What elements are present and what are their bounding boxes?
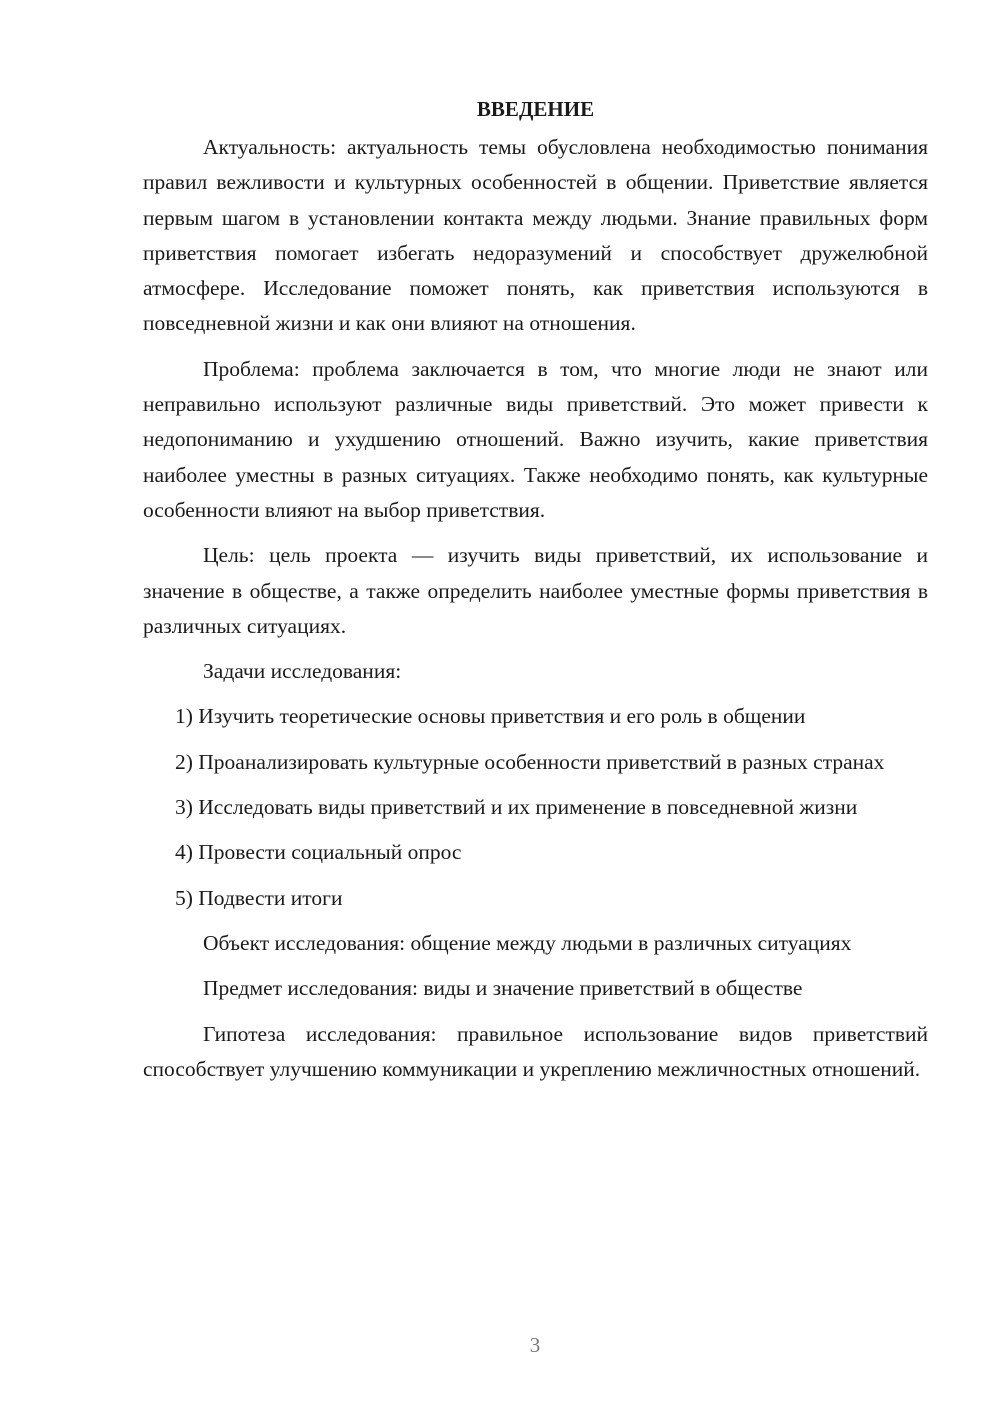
tasks-list: [143, 699, 928, 915]
paragraph-hypothesis: Гипотеза исследования: правильное использование видов приветствий способствует улучшению коммуникации и укреплению межличностных отношений.: [143, 1021, 928, 1081]
paragraph-relevance: Актуальность: актуальность темы обусловлена необходимостью понимания правил вежливости и культурных особенностей в общении. Приветствие является первым шагом в установлении контакта между людьми. Знание правильных форм приветствия помогает избегать недоразумений и способствует дружелюбной атмосфере. Исследование поможет понять, как приветствия используются в повседневной жизни и как они влияют на отношения.: [143, 135, 928, 336]
list-item: 3) Исследовать виды приветствий и их применение в повседневной жизни: [175, 795, 858, 820]
paragraph-problem: Проблема: проблема заключается в том, что многие люди не знают или неправильно используют различные виды приветствий. Это может привести к недопониманию и ухудшению отношений. Важно изучить, какие приветствия наиболее уместны в разных ситуациях. Также необходимо понять, как культурные особенности влияют на выбор приветствия.: [143, 356, 928, 522]
list-item: 2) Проанализировать культурные особенности приветствий в разных странах: [175, 749, 885, 774]
list-item: 4) Провести социальный опрос: [175, 840, 462, 865]
tasks-heading: Задачи исследования:: [203, 659, 402, 684]
paragraph-subject: Предмет исследования: виды и значение приветствий в обществе: [203, 976, 803, 1001]
paragraph-goal: Цель: цель проекта — изучить виды приветствий, их использование и значение в обществе, а также определить наиболее уместные формы приветствия в различных ситуациях.: [143, 543, 928, 638]
paragraph-object: Объект исследования: общение между людьми в различных ситуациях: [203, 930, 852, 955]
page-title: ВВЕДЕНИЕ: [476, 97, 595, 121]
page-number: 3: [529, 1333, 541, 1357]
list-item: 1) Изучить теоретические основы приветствия и его роль в общении: [175, 704, 806, 729]
document-page: [143, 92, 928, 1097]
list-item: 5) Подвести итоги: [175, 885, 343, 910]
